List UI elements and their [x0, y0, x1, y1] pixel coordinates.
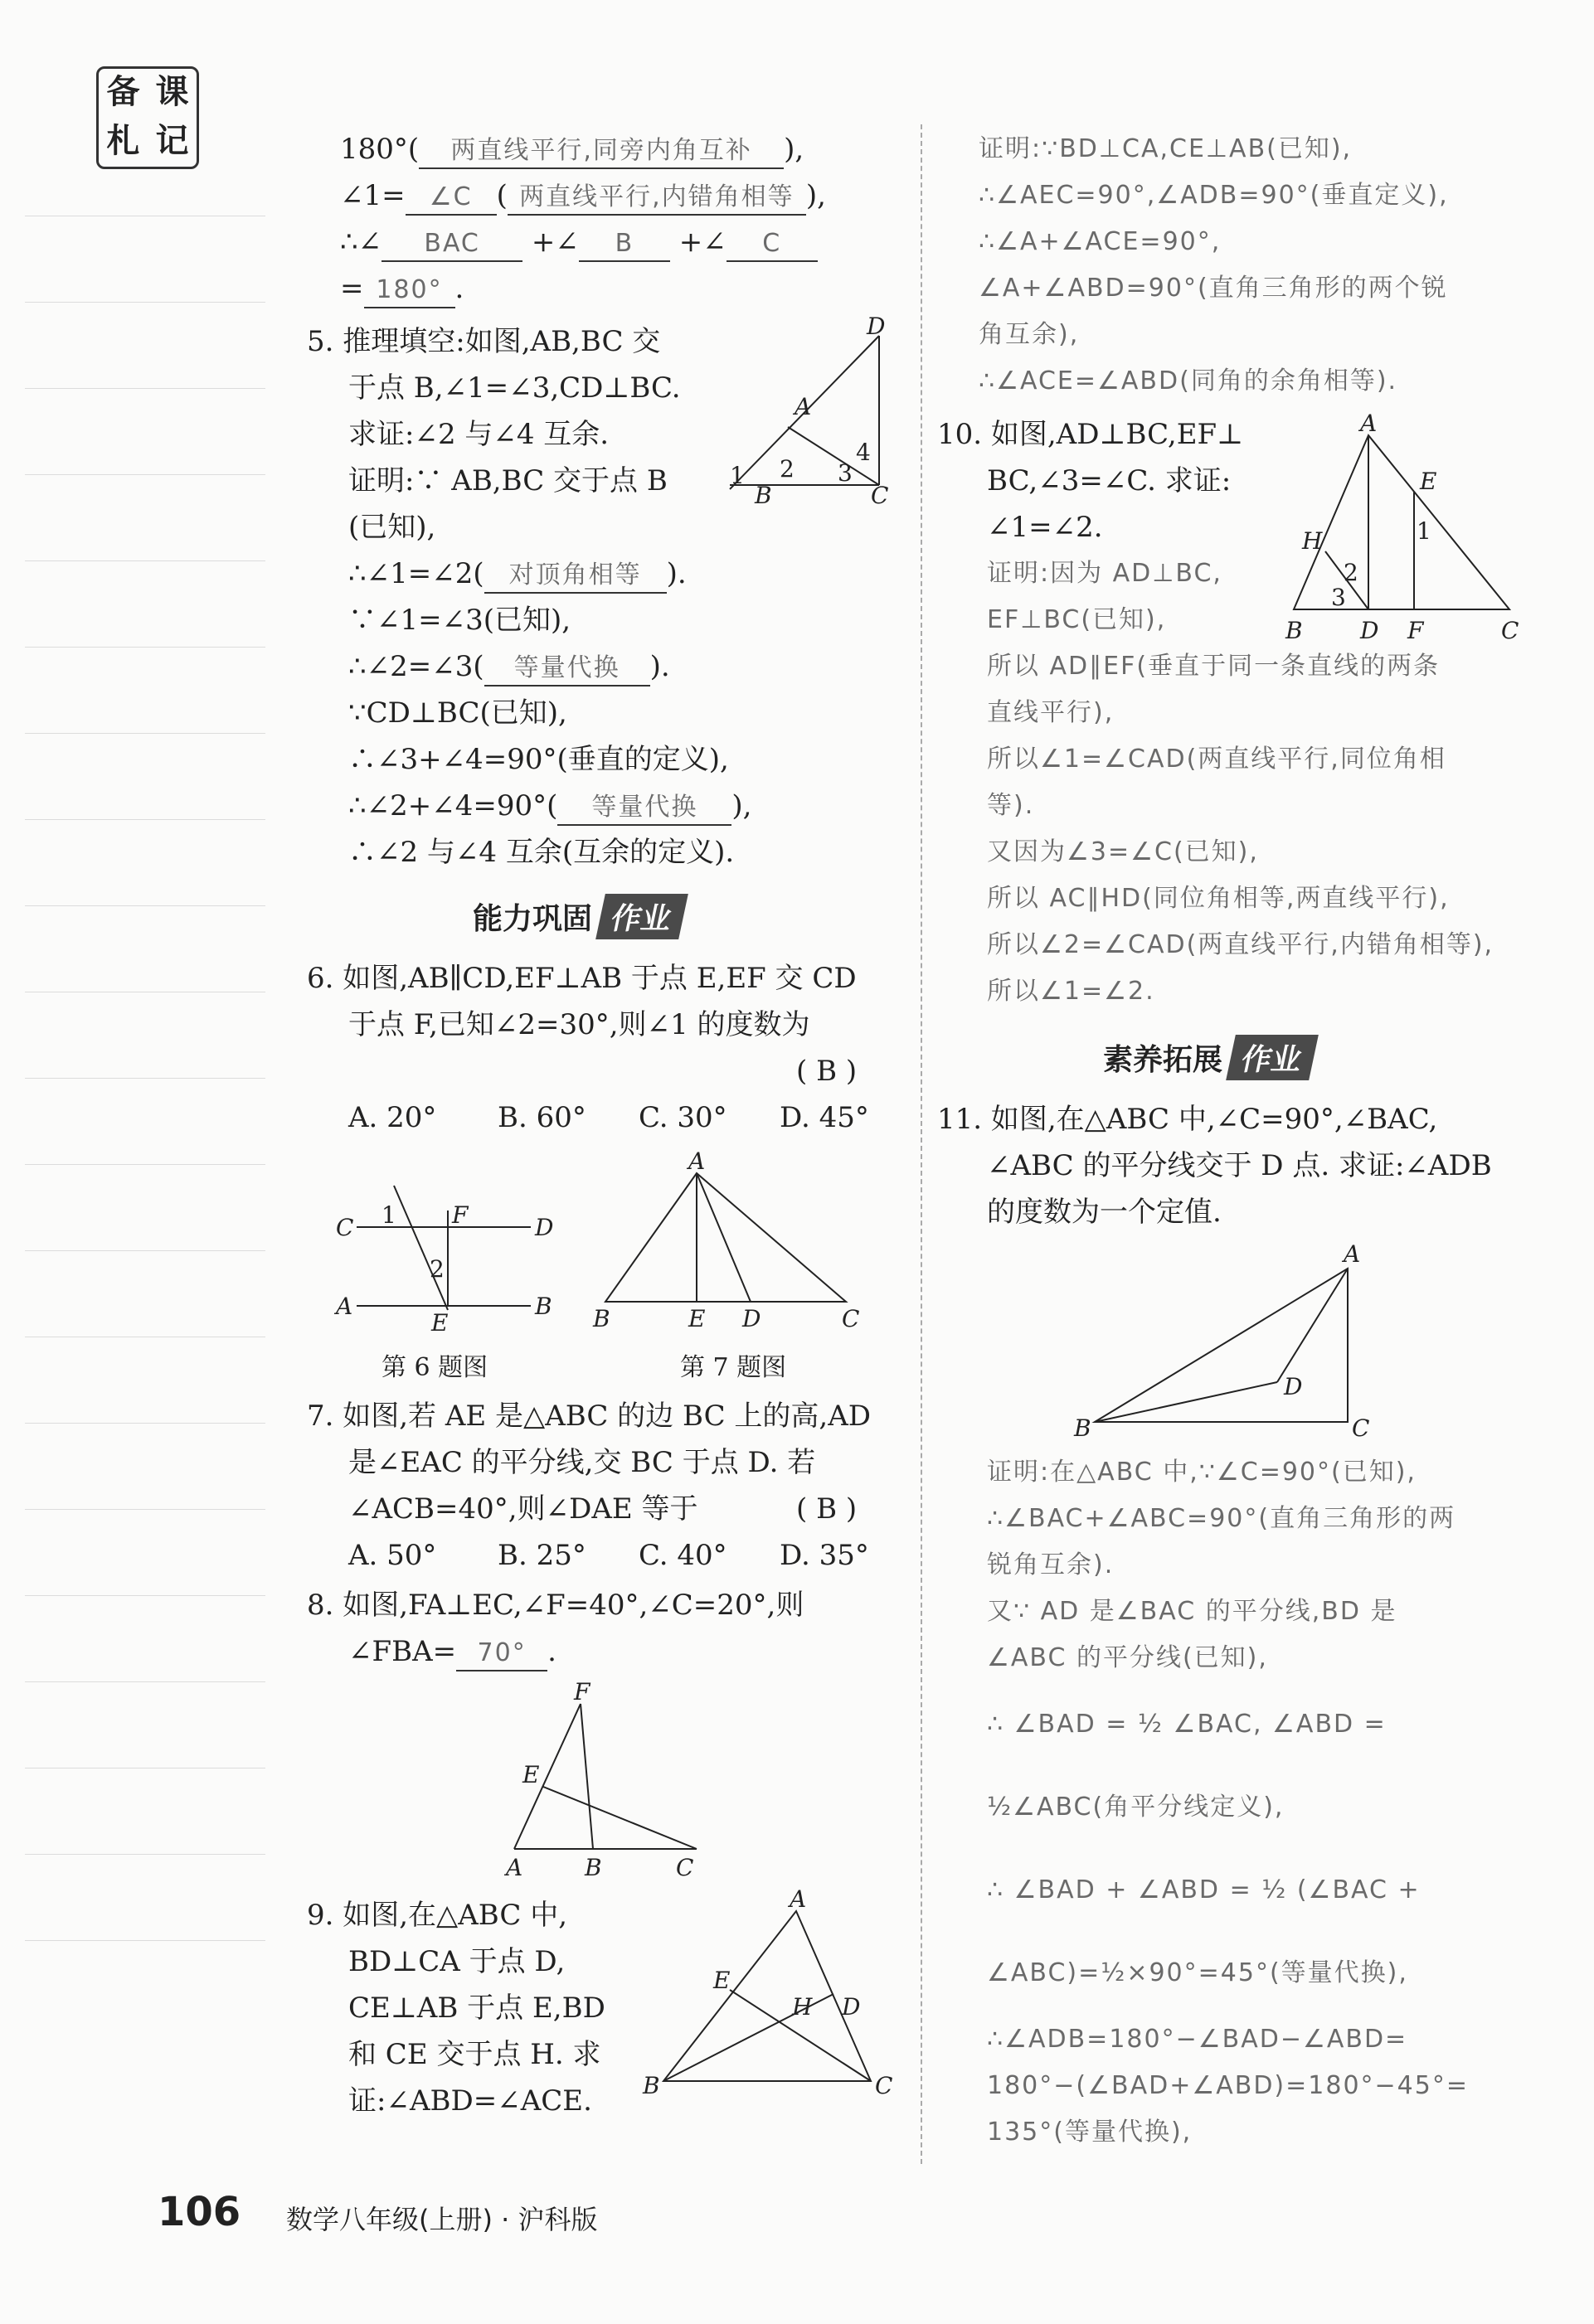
- q7-option: C. 40°: [639, 1539, 727, 1572]
- q10-proof-line: 所以 AD∥EF(垂直于同一条直线的两条: [987, 652, 1441, 681]
- proof9-line: 角互余),: [979, 320, 1080, 349]
- note-char: 课: [155, 73, 189, 111]
- banner-title: 素养拓展: [1103, 1043, 1223, 1077]
- svg-text:A: A: [336, 1293, 353, 1320]
- svg-text:D: D: [867, 313, 886, 340]
- banner-title: 能力巩固: [473, 902, 593, 936]
- banner-tag: 作业: [1226, 1035, 1319, 1080]
- svg-text:1: 1: [1417, 517, 1431, 545]
- q11-proof-line: ∠ABC)=½×90°=45°(等量代换),: [987, 1958, 1408, 1987]
- q10-line: ∠1=∠2.: [987, 511, 1103, 544]
- svg-text:A: A: [1360, 410, 1378, 437]
- svg-text:D: D: [842, 1993, 861, 2021]
- q11-line: ∠ABC 的平分线交于 D 点. 求证:∠ADB: [987, 1149, 1492, 1182]
- svg-text:B: B: [1074, 1414, 1091, 1442]
- q7-line: 7. 如图,若 AE 是△ABC 的边 BC 上的高,AD: [307, 1400, 872, 1433]
- q7-line: 是∠EAC 的平分线,交 BC 于点 D. 若: [348, 1446, 816, 1479]
- q11-proof-line: 135°(等量代换),: [987, 2118, 1193, 2147]
- q4-line3: ∴∠ BAC +∠ B +∠ C: [340, 226, 818, 262]
- answer-blank: ∠C: [406, 181, 497, 216]
- q5-line: 于点 B,∠1=∠3,CD⊥BC.: [348, 371, 681, 405]
- svg-text:3: 3: [1331, 584, 1346, 611]
- q4-line1: 180°( 两直线平行,同旁内角互补 ),: [340, 133, 804, 169]
- q9-line: BD⊥CA 于点 D,: [348, 1945, 566, 1978]
- q6-option: B. 60°: [498, 1101, 586, 1134]
- q11-figure: [1070, 1240, 1370, 1451]
- svg-text:D: D: [742, 1305, 761, 1332]
- q9-line: 证:∠ABD=∠ACE.: [348, 2084, 592, 2118]
- answer-blank: 对顶角相等: [484, 559, 667, 594]
- q10-proof-line: 等).: [987, 791, 1035, 820]
- svg-text:1: 1: [730, 462, 745, 489]
- q10-proof-line: 又因为∠3=∠C(已知),: [987, 837, 1259, 866]
- svg-text:1: 1: [381, 1201, 396, 1229]
- svg-text:F: F: [452, 1201, 469, 1229]
- svg-text:B: B: [1285, 617, 1303, 644]
- svg-text:B: B: [535, 1293, 552, 1320]
- q11-proof-line: ∴ ∠BAD + ∠ABD = ½ (∠BAC +: [987, 1875, 1421, 1904]
- svg-text:E: E: [431, 1309, 449, 1337]
- q11-proof-line: ∠ABC 的平分线(已知),: [987, 1643, 1268, 1672]
- q11-proof-line: ∴∠ADB=180°−∠BAD−∠ABD=: [987, 2025, 1408, 2054]
- answer-blank: 70°: [456, 1637, 547, 1671]
- q11-proof-line: 180°−(∠BAD+∠ABD)=180°−45°=: [987, 2071, 1469, 2100]
- q9-line: 和 CE 交于点 H. 求: [348, 2038, 601, 2071]
- svg-text:3: 3: [838, 459, 853, 487]
- q8-line: ∠FBA= 70° .: [348, 1635, 556, 1671]
- q11-proof-line: 证明:在△ABC 中,∵∠C=90°(已知),: [987, 1458, 1417, 1487]
- column-divider: [921, 124, 922, 2164]
- svg-text:2: 2: [780, 455, 795, 483]
- q5-line: ∴∠1=∠2( 对顶角相等 ).: [348, 557, 687, 594]
- proof9-line: ∠A+∠ABD=90°(直角三角形的两个锐: [979, 274, 1448, 303]
- q11-line: 的度数为一个定值.: [987, 1196, 1222, 1229]
- q5-line: ∴∠3+∠4=90°(垂直的定义),: [348, 743, 729, 776]
- q6-caption: 第 6 题图: [381, 1353, 488, 1382]
- answer-blank: B: [579, 227, 670, 262]
- q8-line: 8. 如图,FA⊥EC,∠F=40°,∠C=20°,则: [307, 1589, 804, 1622]
- svg-text:F: F: [1407, 617, 1424, 644]
- proof9-line: 证明:∵BD⊥CA,CE⊥AB(已知),: [979, 134, 1353, 163]
- q5-line: 5. 推理填空:如图,AB,BC 交: [307, 325, 661, 358]
- answer-blank: C: [727, 227, 818, 262]
- answer-blank: 等量代换: [557, 791, 731, 826]
- q6-line: 6. 如图,AB∥CD,EF⊥AB 于点 E,EF 交 CD: [307, 962, 857, 995]
- page-number: 106: [158, 2189, 241, 2235]
- banner-ability: [473, 894, 683, 939]
- book-title: 数学八年级(上册) · 沪科版: [286, 2204, 598, 2235]
- q11-line: 11. 如图,在△ABC 中,∠C=90°,∠BAC,: [937, 1103, 1438, 1136]
- svg-text:B: B: [755, 482, 772, 509]
- q7-option: D. 35°: [780, 1539, 869, 1572]
- q11-proof-line: ½∠ABC(角平分线定义),: [987, 1793, 1285, 1822]
- svg-text:A: A: [688, 1147, 706, 1175]
- q10-line: BC,∠3=∠C. 求证:: [987, 464, 1232, 497]
- q7-figure: [589, 1147, 871, 1343]
- svg-text:C: C: [1352, 1414, 1370, 1442]
- q9-figure: [630, 1885, 904, 2106]
- q11-proof-line: 又∵ AD 是∠BAC 的平分线,BD 是: [987, 1597, 1397, 1626]
- svg-text:2: 2: [430, 1255, 445, 1283]
- svg-text:E: E: [522, 1761, 540, 1788]
- q10-proof-line: 所以∠1=∠2.: [987, 977, 1155, 1006]
- q5-line: 证明:∵ AB,BC 交于点 B: [348, 464, 668, 497]
- q6-figure: [332, 1177, 554, 1343]
- q7-line: ∠ACB=40°,则∠DAE 等于: [348, 1492, 698, 1526]
- svg-text:D: D: [1284, 1373, 1303, 1400]
- svg-text:F: F: [574, 1678, 590, 1705]
- banner-extension: [1103, 1035, 1314, 1080]
- note-char: 备: [106, 73, 140, 111]
- q10-figure: [1277, 410, 1526, 647]
- svg-text:A: A: [790, 1885, 807, 1913]
- q10-proof-line: 所以∠2=∠CAD(两直线平行,内错角相等),: [987, 930, 1494, 959]
- svg-text:A: A: [795, 393, 812, 420]
- proof9-line: ∴∠ACE=∠ABD(同角的余角相等).: [979, 366, 1398, 395]
- answer-blank: 等量代换: [484, 652, 650, 687]
- answer-blank: 180°: [364, 274, 455, 308]
- q5-line: ∵CD⊥BC(已知),: [348, 696, 567, 730]
- q6-line: 于点 F,已知∠2=30°,则∠1 的度数为: [348, 1008, 810, 1041]
- q4-line2: ∠1= ∠C ( 两直线平行,内错角相等 ),: [340, 179, 826, 216]
- q10-line: 10. 如图,AD⊥BC,EF⊥: [937, 418, 1244, 451]
- q5-line: ∴∠2=∠3( 等量代换 ).: [348, 650, 670, 687]
- svg-text:D: D: [1360, 617, 1379, 644]
- svg-text:C: C: [1501, 617, 1519, 644]
- svg-text:E: E: [713, 1967, 731, 1994]
- answer-blank: 两直线平行,内错角相等: [508, 181, 806, 216]
- svg-text:H: H: [1302, 527, 1323, 555]
- q6-answer: ( B ): [796, 1055, 858, 1088]
- q6-option: C. 30°: [639, 1101, 727, 1134]
- svg-text:C: C: [336, 1214, 354, 1241]
- svg-text:A: A: [506, 1854, 523, 1881]
- svg-text:B: B: [585, 1854, 602, 1881]
- margin-note-lines: [25, 216, 265, 2098]
- banner-tag: 作业: [595, 894, 688, 939]
- q5-figure: [713, 313, 912, 510]
- proof9-line: ∴∠A+∠ACE=90°,: [979, 227, 1222, 256]
- note-char: 记: [155, 122, 189, 160]
- svg-text:C: C: [842, 1305, 860, 1332]
- svg-text:E: E: [1420, 468, 1437, 495]
- q11-proof-line: 锐角互余).: [987, 1550, 1115, 1579]
- q9-line: 9. 如图,在△ABC 中,: [307, 1899, 568, 1932]
- q8-figure: [498, 1678, 713, 1882]
- q4-line4: = 180° .: [340, 272, 464, 308]
- answer-blank: 两直线平行,同旁内角互补: [419, 134, 784, 169]
- q9-line: CE⊥AB 于点 E,BD: [348, 1992, 605, 2025]
- q5-line: 求证:∠2 与∠4 互余.: [348, 418, 610, 451]
- svg-text:B: B: [593, 1305, 610, 1332]
- svg-text:D: D: [535, 1214, 554, 1241]
- margin-note-label: [96, 66, 199, 169]
- q7-option: B. 25°: [498, 1539, 586, 1572]
- svg-text:E: E: [688, 1305, 706, 1332]
- svg-text:B: B: [643, 2072, 660, 2099]
- svg-text:C: C: [875, 2072, 893, 2099]
- q5-line: ∴∠2+∠4=90°( 等量代换 ),: [348, 789, 751, 826]
- svg-text:C: C: [676, 1854, 694, 1881]
- svg-text:A: A: [1344, 1240, 1361, 1268]
- answer-blank: BAC: [381, 227, 522, 262]
- q10-proof-line: 证明:因为 AD⊥BC,: [987, 559, 1222, 588]
- q5-line: ∵∠1=∠3(已知),: [348, 604, 571, 637]
- q10-proof-line: 所以∠1=∠CAD(两直线平行,同位角相: [987, 745, 1446, 774]
- svg-text:C: C: [871, 482, 889, 509]
- q6-option: D. 45°: [780, 1101, 869, 1134]
- q6-option: A. 20°: [348, 1101, 437, 1134]
- q11-proof-line: ∴∠BAC+∠ABC=90°(直角三角形的两: [987, 1504, 1456, 1533]
- q5-line: (已知),: [348, 511, 436, 544]
- svg-text:2: 2: [1344, 559, 1358, 586]
- q5-line: ∴∠2 与∠4 互余(互余的定义).: [348, 836, 735, 869]
- proof9-line: ∴∠AEC=90°,∠ADB=90°(垂直定义),: [979, 181, 1449, 210]
- q7-option: A. 50°: [348, 1539, 437, 1572]
- note-char: 札: [106, 122, 140, 160]
- q7-answer: ( B ): [796, 1492, 858, 1526]
- svg-text:H: H: [792, 1993, 813, 2021]
- svg-text:4: 4: [856, 439, 871, 466]
- q7-caption: 第 7 题图: [680, 1353, 787, 1382]
- q10-proof-line: 直线平行),: [987, 698, 1115, 727]
- q11-proof-line: ∴ ∠BAD = ½ ∠BAC, ∠ABD =: [987, 1710, 1387, 1739]
- q10-proof-line: 所以 AC∥HD(同位角相等,两直线平行),: [987, 884, 1450, 913]
- q10-proof-line: EF⊥BC(已知),: [987, 605, 1167, 634]
